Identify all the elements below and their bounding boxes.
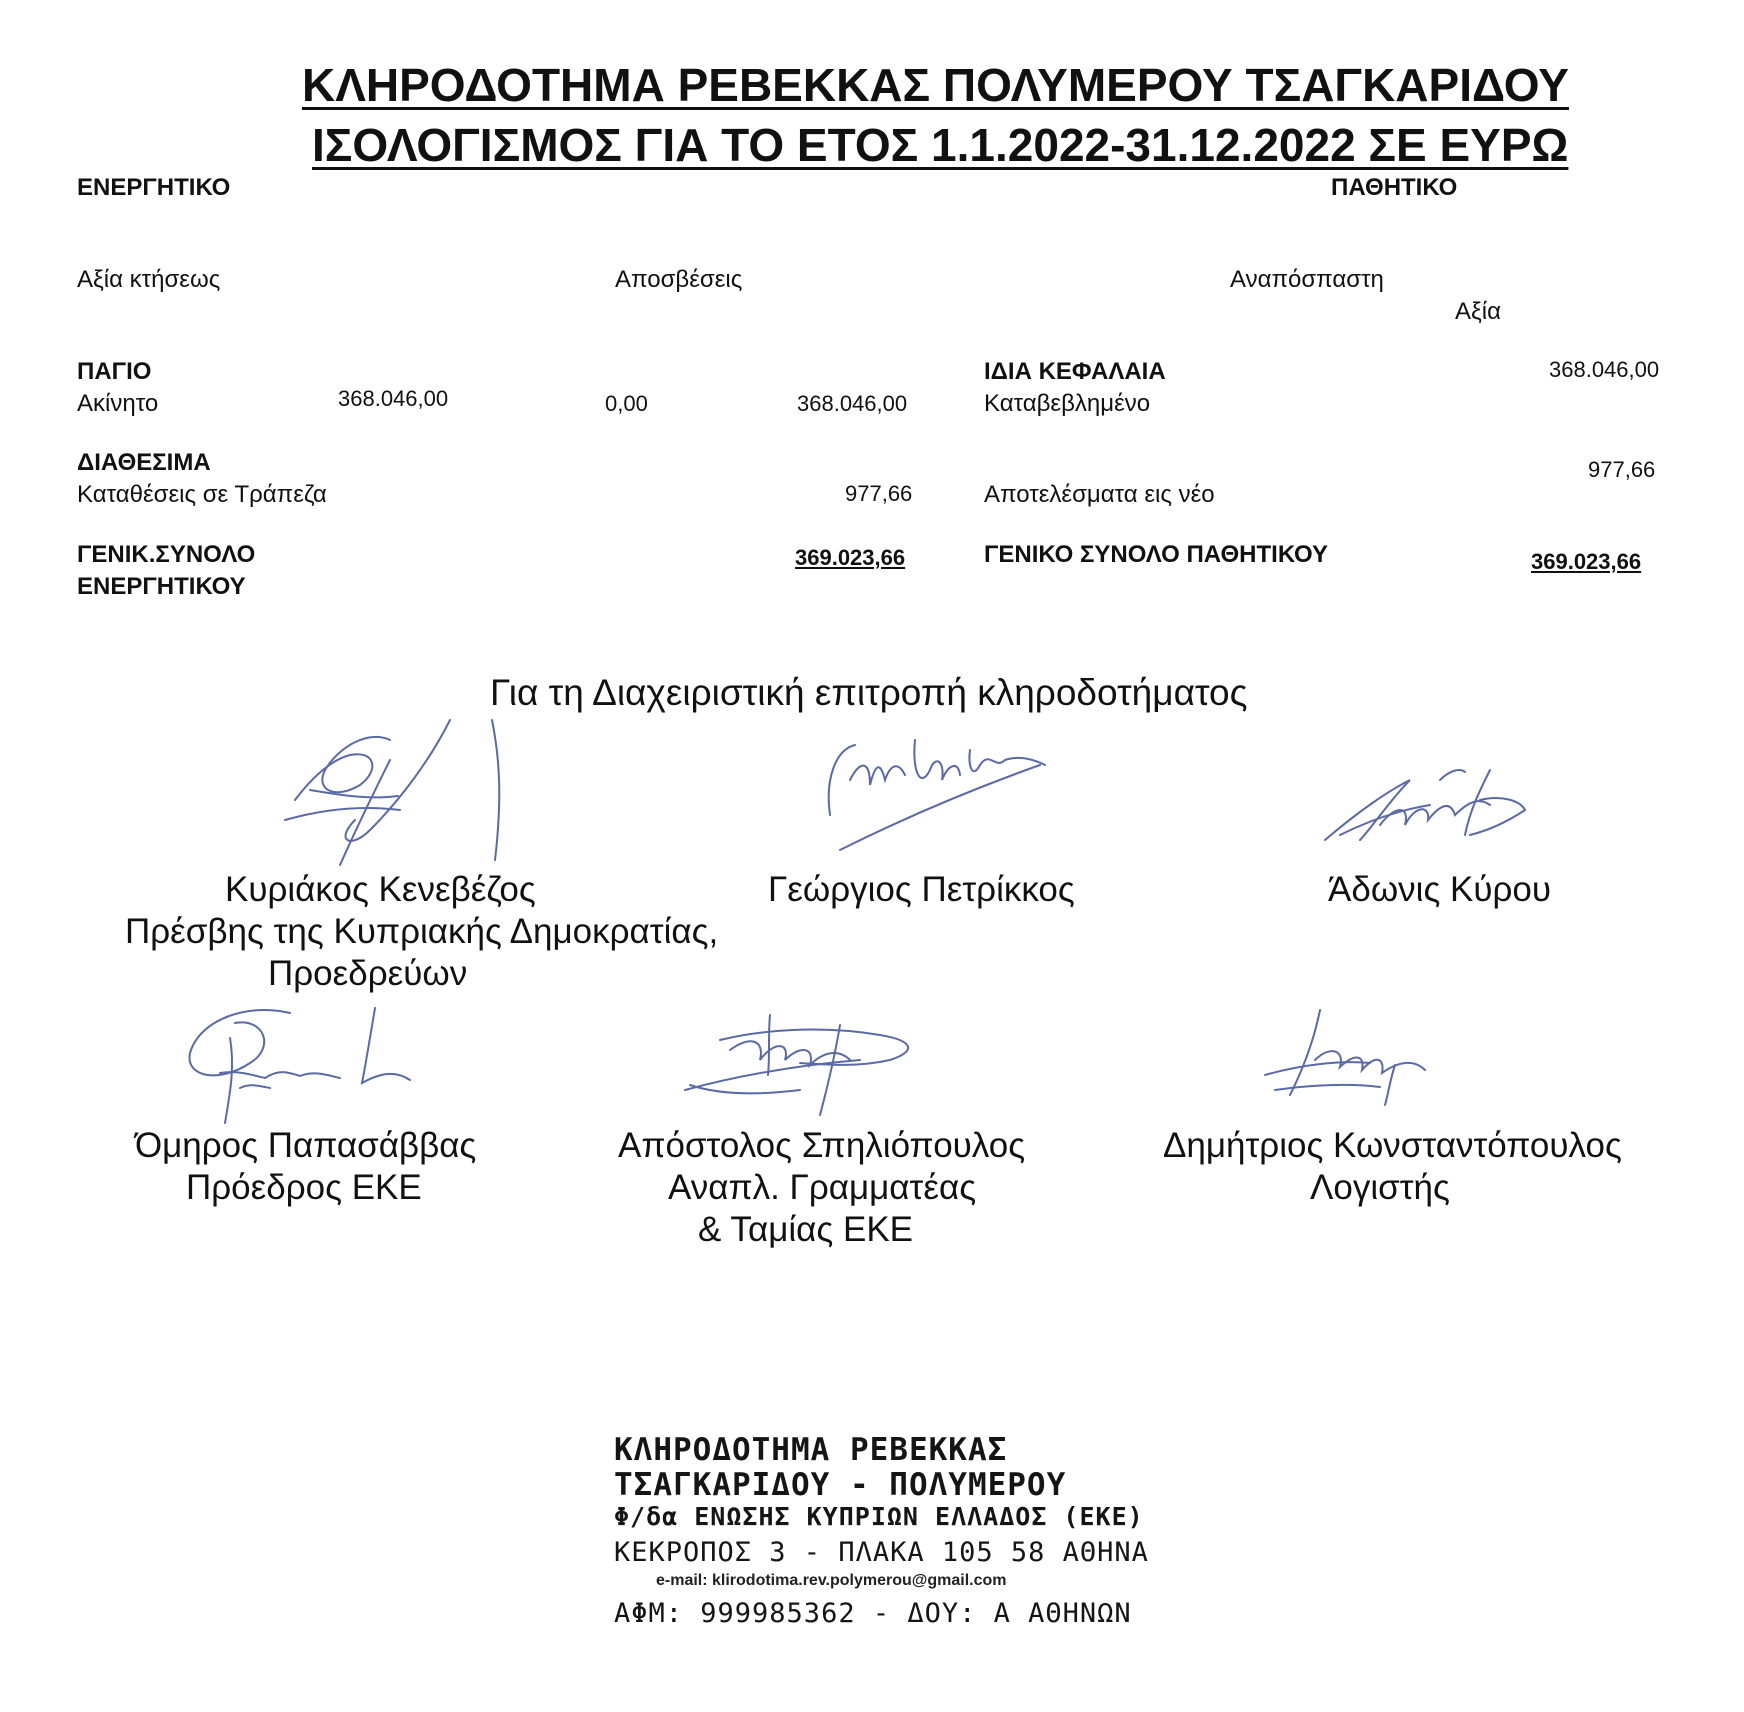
signatory-2-name: Γεώργιος Πετρίκκος [768,870,1075,909]
signatory-6-role-line1: Λογιστής [1310,1168,1450,1207]
col-depreciation: Αποσβέσεις [615,266,743,293]
signatory-3-name: Άδωνις Κύρου [1328,870,1552,909]
assets-total-label-line1: ΓΕΝΙΚ.ΣΥΝΟΛΟ [77,541,256,568]
signature-kenevezos [280,700,520,870]
assets-total-label-line2: ΕΝΕΡΓΗΤΙΚΟΥ [77,573,246,600]
document-title: ΚΛΗΡΟΔΟΤΗΜΑ ΡΕΒΕΚΚΑΣ ΠΟΛΥΜΕΡΟΥ ΤΣΑΓΚΑΡΙΔΟΥ [302,59,1569,111]
document-subtitle: ΙΣΟΛΟΓΙΣΜΟΣ ΓΙΑ ΤΟ ΕΤΟΣ 1.1.2022-31.12.2022 ΣΕ ΕΥΡΩ [312,119,1569,171]
assets-total-value: 369.023,66 [795,545,906,570]
equity-value: 368.046,00 [1549,357,1660,382]
signatory-5-name: Απόστολος Σπηλιόπουλος [618,1126,1026,1165]
signature-papasavvas [180,998,430,1128]
signatory-1-role-line1: Πρέσβης της Κυπριακής Δημοκρατίας, [125,912,719,951]
col-acquisition-value: Αξία κτήσεως [77,266,221,293]
property-acquisition-value: 368.046,00 [338,386,449,411]
signatory-1-role-line2: Προεδρεύων [268,954,468,993]
liabilities-total-value: 369.023,66 [1531,549,1642,574]
signatory-4-name: Όμηρος Παπασάββας [135,1126,477,1165]
signatory-5-role-line2: & Ταμίας ΕΚΕ [698,1210,914,1249]
signature-petrikkos [820,720,1060,860]
property-label: Ακίνητο [77,390,159,417]
stamp-line3: Φ/δα ΕΝΩΣΗΣ ΚΥΠΡΙΩΝ ΕΛΛΑΔΟΣ (ΕΚΕ) [614,1502,1144,1531]
stamp-line4: ΚΕΚΡΟΠΟΣ 3 - ΠΛΑΚΑ 105 58 ΑΘΗΝΑ [614,1537,1149,1568]
signatory-4-role-line1: Πρόεδρος ΕΚΕ [186,1168,422,1207]
paid-capital-label: Καταβεβλημένο [984,390,1151,417]
signatory-5-role-line1: Αναπλ. Γραμματέας [668,1168,977,1207]
cash-heading: ΔΙΑΘΕΣΙΜΑ [77,449,211,476]
property-depreciation: 0,00 [605,391,648,416]
signature-spiliopoulos [680,1005,930,1125]
results-carried-label: Αποτελέσματα εις νέο [984,481,1215,508]
equity-heading: ΙΔΙΑ ΚΕΦΑΛΑΙΑ [984,358,1166,385]
signature-kyrou [1320,760,1560,870]
stamp-line2: ΤΣΑΓΚΑΡΙΔΟΥ - ΠΟΛΥΜΕΡΟΥ [614,1467,1067,1503]
property-net-value: 368.046,00 [797,391,908,416]
liabilities-heading: ΠΑΘΗΤΙΚΟ [1331,174,1458,201]
signatory-1-name: Κυριάκος Κενεβέζος [225,870,536,909]
stamp-line6: ΑΦΜ: 999985362 - ΔΟΥ: Α ΑΘΗΝΩΝ [614,1598,1132,1629]
col-net-value-line1: Αναπόσπαστη [1230,266,1384,293]
stamp-email: e-mail: klirodotima.rev.polymerou@gmail.com [656,1572,1007,1589]
results-carried-value: 977,66 [1588,457,1656,482]
bank-deposits-label: Καταθέσεις σε Τράπεζα [77,481,327,508]
stamp-line1: ΚΛΗΡΟΔΟΤΗΜΑ ΡΕΒΕΚΚΑΣ [614,1432,1008,1468]
bank-deposits-value: 977,66 [845,481,913,506]
assets-heading: ΕΝΕΡΓΗΤΙΚΟ [77,174,231,201]
signature-konstantopoulos [1260,1005,1460,1115]
fixed-assets-heading: ΠΑΓΙΟ [77,358,152,385]
liabilities-total-label: ΓΕΝΙΚΟ ΣΥΝΟΛΟ ΠΑΘΗΤΙΚΟΥ [984,541,1329,568]
committee-heading: Για τη Διαχειριστική επιτροπή κληροδοτήματος [490,672,1248,713]
col-net-value-line2: Αξία [1455,298,1501,325]
signatory-6-name: Δημήτριος Κωνσταντόπουλος [1163,1126,1622,1165]
